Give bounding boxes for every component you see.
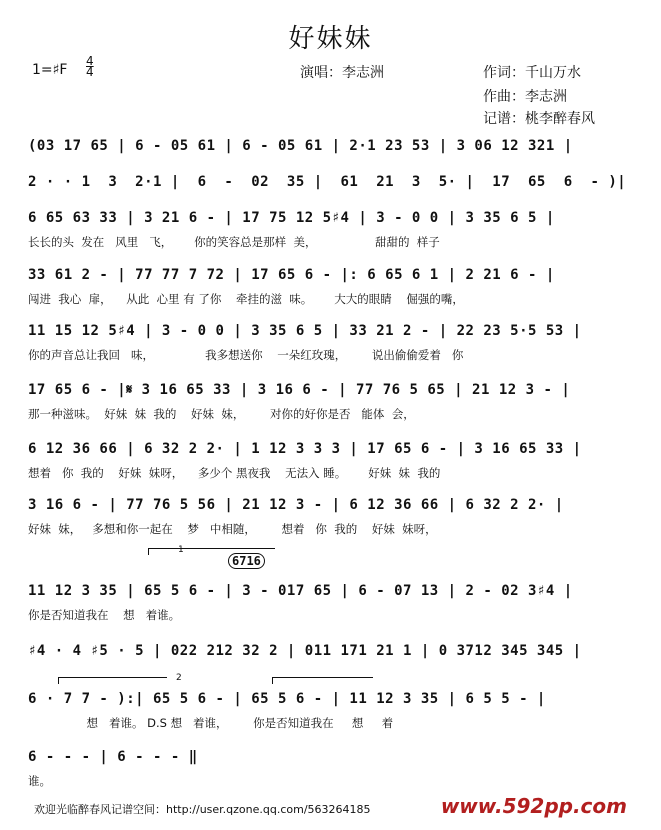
lyric-line: 想着 你 我的 好妹 妹呀， 多少个 黑夜我 无法入 睡。 好妹 妹 我的 xyxy=(28,466,441,480)
ossia-box: 6716 xyxy=(228,553,265,569)
transcriber-credit: 记谱：桃李醉春风 xyxy=(483,111,595,127)
meter-bottom: 4 xyxy=(86,65,94,79)
site-watermark: www.592pp.com xyxy=(440,794,627,818)
notation-line: 6 · 7 7 - ):| 65 5 6 - | 65 5 6 - | 11 12 3 35 | 6 5 5 - | xyxy=(28,691,546,707)
meter-top: 4 xyxy=(86,54,94,68)
key-signature: 1=♯F xyxy=(32,62,68,78)
notation-line: ♯4 · 4 ♯5 · 5 | 022 212 32 2 | 011 171 21 1 | 0 3712 345 345 | xyxy=(28,643,582,659)
notation-line: 2 · · 1 3 2·1 | 6 - 02 35 | 61 21 3 5· | 17 65 6 - )| xyxy=(28,174,627,190)
notation-line: 6 12 36 66 | 6 32 2 2· | 1 12 3 3 3 | 17 65 6 - | 3 16 65 33 | xyxy=(28,441,582,457)
notation-line: 11 15 12 5♯4 | 3 - 0 0 | 3 35 6 5 | 33 21 2 - | 22 23 5·5 53 | xyxy=(28,323,582,339)
lyric-line: 谁。 xyxy=(28,774,51,788)
notation-line: 11 12 3 35 | 65 5 6 - | 3 - 017 65 | 6 - 07 13 | 2 - 02 3♯4 | xyxy=(28,583,573,599)
singer-credit: 演唱：李志洲 xyxy=(300,65,384,81)
lyric-line: 你是否知道我在 想 着谁。 xyxy=(28,608,181,622)
notation-line: 33 61 2 - | 77 77 7 72 | 17 65 6 - |: 6 65 6 1 | 2 21 6 - | xyxy=(28,267,555,283)
notation-line: (03 17 65 | 6 - 05 61 | 6 - 05 61 | 2·1 23 53 | 3 06 12 321 | xyxy=(28,138,573,154)
volta-bracket-3 xyxy=(272,677,373,684)
song-title: 好妹妹 xyxy=(288,24,373,54)
lyricist-credit: 作词：千山万水 xyxy=(483,65,581,81)
lyric-line: 你的声音总让我回 味， 我多想送你 一朵红玫瑰， 说出偷偷爱着 你 xyxy=(28,348,464,362)
volta-label-1: 1 xyxy=(178,545,184,555)
notation-line: 6 - - - | 6 - - - ‖ xyxy=(28,749,198,765)
footer-link[interactable]: 欢迎光临醉春风记谱空间：http://user.qzone.qq.com/563264185 xyxy=(34,803,371,816)
lyric-line: 好妹 妹， 多想和你一起在 梦 中相随， 想着 你 我的 好妹 妹呀， xyxy=(28,522,437,536)
lyric-line: 想 着谁。 D.S 想 着谁， 你是否知道我在 想 着 xyxy=(28,716,394,730)
lyric-line: 闯进 我心 扉， 从此 心里 有 了你 牵挂的滋 味。 大大的眼睛 倔强的嘴， xyxy=(28,292,464,306)
volta-label-2: 2 xyxy=(176,673,182,683)
lyric-line: 那一种滋味。 好妹 妹 我的 好妹 妹， 对你的好你是否 能体 会， xyxy=(28,407,415,421)
composer-credit: 作曲：李志洲 xyxy=(483,89,567,105)
volta-bracket-2 xyxy=(58,677,167,684)
notation-line: 6 65 63 33 | 3 21 6 - | 17 75 12 5♯4 | 3 - 0 0 | 3 35 6 5 | xyxy=(28,210,555,226)
notation-line: 3 16 6 - | 77 76 5 56 | 21 12 3 - | 6 12 36 66 | 6 32 2 2· | xyxy=(28,497,564,513)
lyric-line: 长长的头 发在 风里 飞， 你的笑容总是那样 美， 甜甜的 样子 xyxy=(28,235,440,249)
notation-line: 17 65 6 - |𝄋 3 16 65 33 | 3 16 6 - | 77 76 5 65 | 21 12 3 - | xyxy=(28,382,571,398)
time-signature xyxy=(86,56,94,78)
